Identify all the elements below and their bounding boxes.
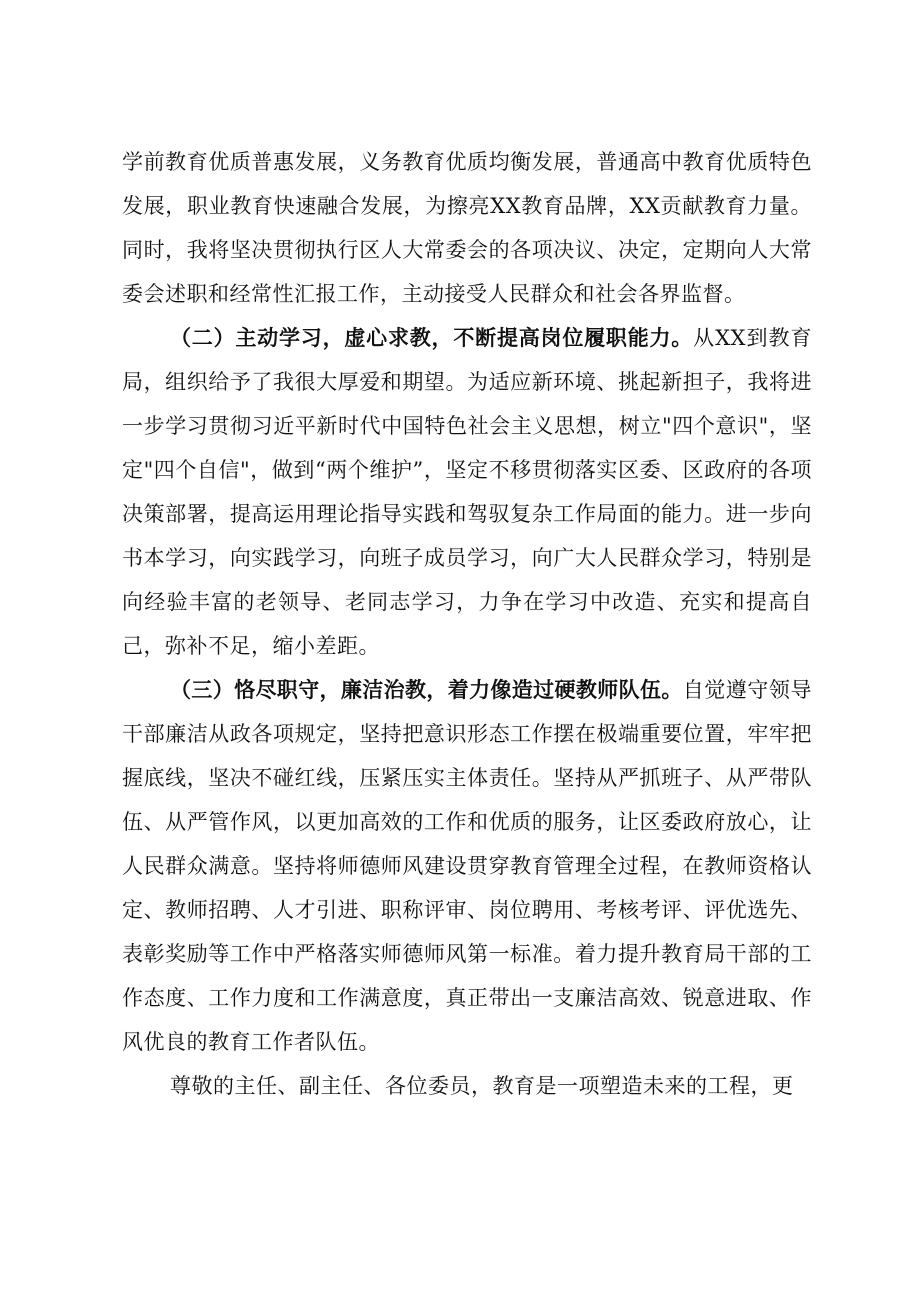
paragraph-section-two: [122, 316, 812, 668]
section-heading: （三）恪尽职守，廉洁治教，着力像造过硬教师队伍。: [170, 677, 683, 702]
paragraph-section-three: [122, 668, 812, 1064]
paragraph-continuation: [122, 140, 812, 316]
paragraph-text: 尊敬的主任、副主任、各位委员，教育是一项塑造未来的工程，更: [170, 1074, 794, 1098]
section-heading: （二）主动学习，虚心求教，不断提高岗位履职能力。: [170, 325, 694, 350]
paragraph-text: 自觉遵守领导干部廉洁从政各项规定，坚持把意识形态工作摆在极端重要位置，牢牢把握底线，坚决不碰红线，压紧压实主体责任。坚持从严抓班子、从严带队伍、从严管作风，以更加高效的工作和优质的服务，让区委政府放心，让人民群众满意。坚持将师德师风建设贯穿教育管理全过程，在教师资格认定、教师招聘、人才引进、职称评审、岗位聘用、考核考评、评优选先、表彰奖励等工作中严格落实师德师风第一标准。着力提升教育局干部的工作态度、工作力度和工作满意度，真正带出一支廉洁高效、锐意进取、作风优良的教育工作者队伍。: [122, 678, 812, 1054]
paragraph-text: 从XX到教育局，组织给予了我很大厚爱和期望。为适应新环境、挑起新担子，我将进一步学习贯彻习近平新时代中国特色社会主义思想，树立"四个意识"，坚定"四个自信"，做到“两个维护”，坚定不移贯彻落实区委、区政府的各项决策部署，提高运用理论指导实践和驾驭复杂工作局面的能力。进一步向书本学习，向实践学习，向班子成员学习，向广大人民群众学习，特别是向经验丰富的老领导、老同志学习，力争在学习中改造、充实和提高自己，弥补不足，缩小差距。: [122, 326, 812, 658]
paragraph-closing: [122, 1064, 812, 1108]
paragraph-text: 学前教育优质普惠发展，义务教育优质均衡发展，普通高中教育优质特色发展，职业教育快速融合发展，为擦亮XX教育品牌，XX贡献教育力量。同时，我将坚决贯彻执行区人大常委会的各项决议、决定，定期向人大常委会述职和经常性汇报工作，主动接受人民群众和社会各界监督。: [122, 150, 812, 306]
document-body: [122, 140, 812, 1108]
